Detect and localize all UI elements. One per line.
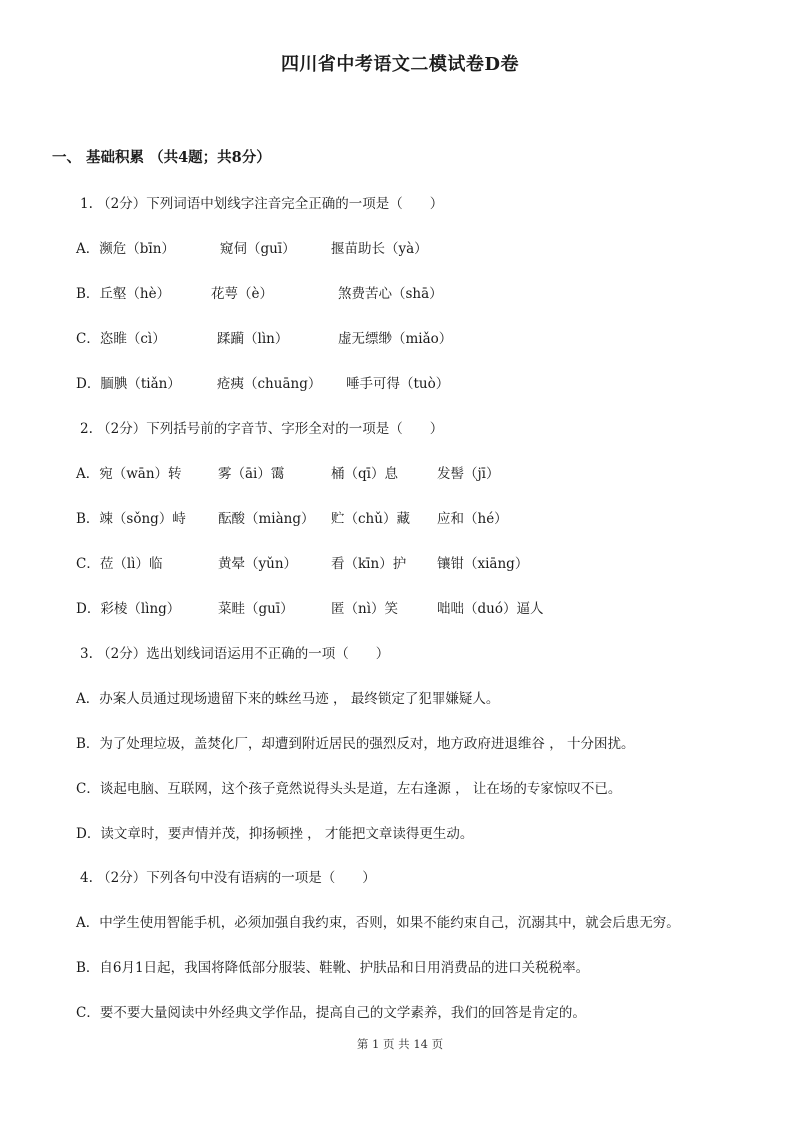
section-heading: 一、 基础积累 （共4题；共8分） [52, 149, 271, 166]
option-part: 看（kīn）护 [331, 556, 407, 572]
page-title: 四川省中考语文二模试卷D卷 [280, 54, 520, 75]
question-3-stem: 3. （2分）选出划线词语运用不正确的一项（ ） [80, 646, 390, 662]
option-part: 咄咄（duó）逼人 [437, 601, 544, 617]
question-3-option-b: B．为了处理垃圾，盖焚化厂，却遭到附近居民的强烈反对，地方政府进退维谷 ， 十分困扰。 [76, 736, 635, 752]
option-part: 虚无缥缈（miǎo） [338, 331, 453, 347]
question-3-option-d: D．读文章时，要声情并茂，抑扬顿挫 ， 才能把文章读得更生动。 [76, 826, 474, 842]
option-part: 揠苗助长（yà） [331, 241, 428, 257]
question-1-option-a [76, 237, 776, 257]
option-part: B．丘壑（hè） [76, 286, 171, 302]
option-part: 雾（āi）霭 [218, 466, 285, 482]
question-1-option-b [76, 282, 776, 302]
option-part: 煞费苦心（shā） [338, 286, 443, 302]
question-4-option-b: B．自6月1日起，我国将降低部分服装、鞋靴、护肤品和日用消费品的进口关税税率。 [76, 960, 590, 976]
question-2-option-c [76, 552, 776, 572]
option-part: C．恣睢（cì） [76, 331, 166, 347]
option-part: B．竦（sǒng）峙 [76, 511, 186, 527]
question-1-option-c [76, 327, 776, 347]
option-part: 匿（nì）笑 [331, 601, 399, 617]
question-2-option-b [76, 507, 776, 527]
question-2-stem: 2. （2分）下列括号前的字音节、字形全对的一项是（ ） [80, 421, 444, 437]
question-1-option-d [76, 372, 776, 392]
question-2-option-d [76, 597, 776, 617]
page-footer: 第 1 页 共 14 页 [356, 1037, 444, 1051]
option-part: 疮痍（chuāng） [217, 376, 322, 392]
question-4-stem: 4. （2分）下列各句中没有语病的一项是（ ） [80, 870, 376, 886]
question-3-option-c: C．谈起电脑、互联网，这个孩子竟然说得头头是道，左右逢源 ， 让在场的专家惊叹不已。 [76, 781, 622, 797]
option-part: A．濒危（bīn） [76, 241, 175, 257]
option-part: 酝酸（miàng） [218, 511, 315, 527]
question-1-stem: 1. （2分）下列词语中划线字注音完全正确的一项是（ ） [80, 196, 444, 212]
option-part: 应和（hé） [437, 511, 508, 527]
question-4-option-c: C．要不要大量阅读中外经典文学作品，提高自己的文学素养，我们的回答是肯定的。 [76, 1005, 586, 1021]
option-part: 黄晕（yǔn） [218, 556, 298, 572]
option-part: 桶（qī）息 [331, 466, 398, 482]
option-part: 菜畦（guī） [218, 601, 294, 617]
option-part: 窥伺（guī） [220, 241, 296, 257]
option-part: 镶钳（xiāng） [437, 556, 529, 572]
option-part: A．宛（wān）转 [76, 466, 182, 482]
option-part: 花萼（è） [211, 286, 273, 302]
option-part: D．彩棱（lìng） [76, 601, 181, 617]
question-3-option-a: A．办案人员通过现场遗留下来的蛛丝马迹 ， 最终锁定了犯罪嫌疑人。 [76, 691, 500, 707]
option-part: 发髻（jī） [437, 466, 500, 482]
option-part: D．腼腆（tiǎn） [76, 376, 181, 392]
option-part: C．莅（lì）临 [76, 556, 163, 572]
question-2-option-a [76, 462, 776, 482]
option-part: 贮（chǔ）藏 [331, 511, 410, 527]
question-4-option-a: A．中学生使用智能手机，必须加强自我约束，否则，如果不能约束自己，沉溺其中，就会后患无穷。 [76, 915, 680, 931]
option-part: 蹂躏（lìn） [217, 331, 289, 347]
option-part: 唾手可得（tuò） [346, 376, 450, 392]
